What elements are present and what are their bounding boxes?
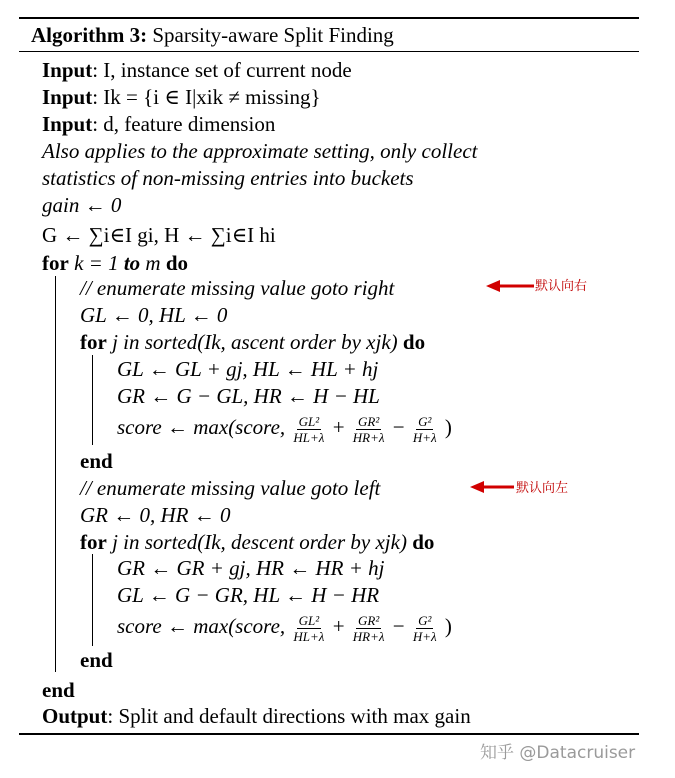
input-label: Input bbox=[42, 85, 93, 109]
update-left-stats: GL ← GL + gj, HL ← HL + hj bbox=[117, 357, 379, 381]
top-rule bbox=[19, 17, 639, 19]
inner-for-descent bbox=[80, 530, 434, 554]
annotation-default-left: 默认向左 bbox=[516, 481, 569, 496]
arrow-left-icon bbox=[470, 480, 516, 494]
for-keyword: for bbox=[80, 330, 107, 354]
parent-gain-fraction: $\frac{\text{G²}}{H+\lambda}$ bbox=[412, 612, 437, 644]
do-keyword: do bbox=[412, 530, 435, 554]
left-gain-fraction: $\frac{\text{GL²}}{HL+\lambda}$ bbox=[293, 413, 325, 445]
input-line-2 bbox=[42, 85, 321, 109]
for-keyword: for bbox=[80, 530, 107, 554]
comment-line-1: Also applies to the approximate setting, only collect bbox=[42, 139, 478, 163]
update-left-stats-2: GL ← G − GR, HL ← H − HR bbox=[117, 583, 380, 607]
comment-line-2: statistics of non-missing entries into buckets bbox=[42, 166, 414, 190]
algorithm-number: Algorithm 3: bbox=[31, 23, 148, 47]
output-label: Output bbox=[42, 704, 108, 728]
right-gain-fraction: $\frac{\text{GR²}}{HR+\lambda}$ bbox=[352, 413, 385, 445]
init-left-stats: GL ← 0, HL ← 0 bbox=[80, 303, 228, 327]
init-gain: gain ← 0 bbox=[42, 193, 122, 217]
algorithm-title bbox=[31, 23, 394, 47]
input-text: : I, instance set of current node bbox=[92, 58, 352, 82]
ascent-sort-expr: j in sorted(Ik, ascent order by xjk) bbox=[112, 330, 398, 354]
end-outer: end bbox=[42, 678, 75, 702]
arrow-left-icon bbox=[486, 279, 536, 293]
outer-for-line bbox=[42, 251, 188, 275]
init-gradient-sums: G ← ∑i∈I gi, H ← ∑i∈I hi bbox=[42, 223, 276, 247]
minus-sign: − bbox=[392, 415, 405, 439]
outer-loop-guide bbox=[55, 276, 56, 672]
input-label: Input bbox=[42, 58, 93, 82]
comment-goto-right: // enumerate missing value goto right bbox=[80, 276, 395, 300]
do-keyword: do bbox=[402, 330, 426, 354]
output-line bbox=[42, 704, 471, 728]
minus-sign: − bbox=[392, 614, 405, 638]
end-inner-1: end bbox=[80, 449, 113, 473]
update-right-stats: GR ← G − GL, HR ← H − HL bbox=[117, 384, 380, 408]
inner-loop-guide-1 bbox=[92, 355, 93, 445]
loop-range: k = 1 bbox=[74, 251, 119, 275]
input-text: : Ik = {i ∈ I|xik ≠ missing} bbox=[92, 85, 321, 109]
loop-limit: m bbox=[145, 251, 161, 275]
annotation-default-right: 默认向右 bbox=[535, 279, 588, 294]
inner-loop-guide-2 bbox=[92, 554, 93, 646]
plus-sign: + bbox=[332, 614, 345, 638]
left-gain-fraction: $\frac{\text{GL²}}{HL+\lambda}$ bbox=[293, 612, 325, 644]
input-line-3 bbox=[42, 112, 275, 136]
comment-goto-left: // enumerate missing value goto left bbox=[80, 476, 381, 500]
init-right-stats: GR ← 0, HR ← 0 bbox=[80, 503, 231, 527]
algorithm-name: Sparsity-aware Split Finding bbox=[152, 23, 394, 47]
parent-gain-fraction: $\frac{\text{G²}}{H+\lambda}$ bbox=[412, 413, 437, 445]
score-update-2 bbox=[117, 609, 452, 643]
do-keyword: do bbox=[165, 251, 189, 275]
output-text: : Split and default directions with max gain bbox=[107, 704, 471, 728]
input-text: : d, feature dimension bbox=[92, 112, 276, 136]
plus-sign: + bbox=[332, 415, 345, 439]
right-gain-fraction: $\frac{\text{GR²}}{HR+\lambda}$ bbox=[352, 612, 385, 644]
inner-for-ascent bbox=[80, 330, 425, 354]
close-paren: ) bbox=[444, 614, 452, 638]
descent-sort-expr: j in sorted(Ik, descent order by xjk) bbox=[112, 530, 407, 554]
close-paren: ) bbox=[444, 415, 452, 439]
score-assign: score ← max(score, bbox=[117, 614, 286, 638]
score-assign: score ← max(score, bbox=[117, 415, 286, 439]
for-keyword: for bbox=[42, 251, 69, 275]
end-inner-2: end bbox=[80, 648, 113, 672]
score-update-1 bbox=[117, 410, 452, 444]
watermark: 知乎 @Datacruiser bbox=[480, 743, 636, 763]
update-right-stats-2: GR ← GR + gj, HR ← HR + hj bbox=[117, 556, 385, 580]
input-line-1 bbox=[42, 58, 352, 82]
bottom-rule bbox=[19, 733, 639, 735]
to-keyword: to bbox=[123, 251, 141, 275]
input-label: Input bbox=[42, 112, 93, 136]
header-rule bbox=[19, 51, 639, 52]
